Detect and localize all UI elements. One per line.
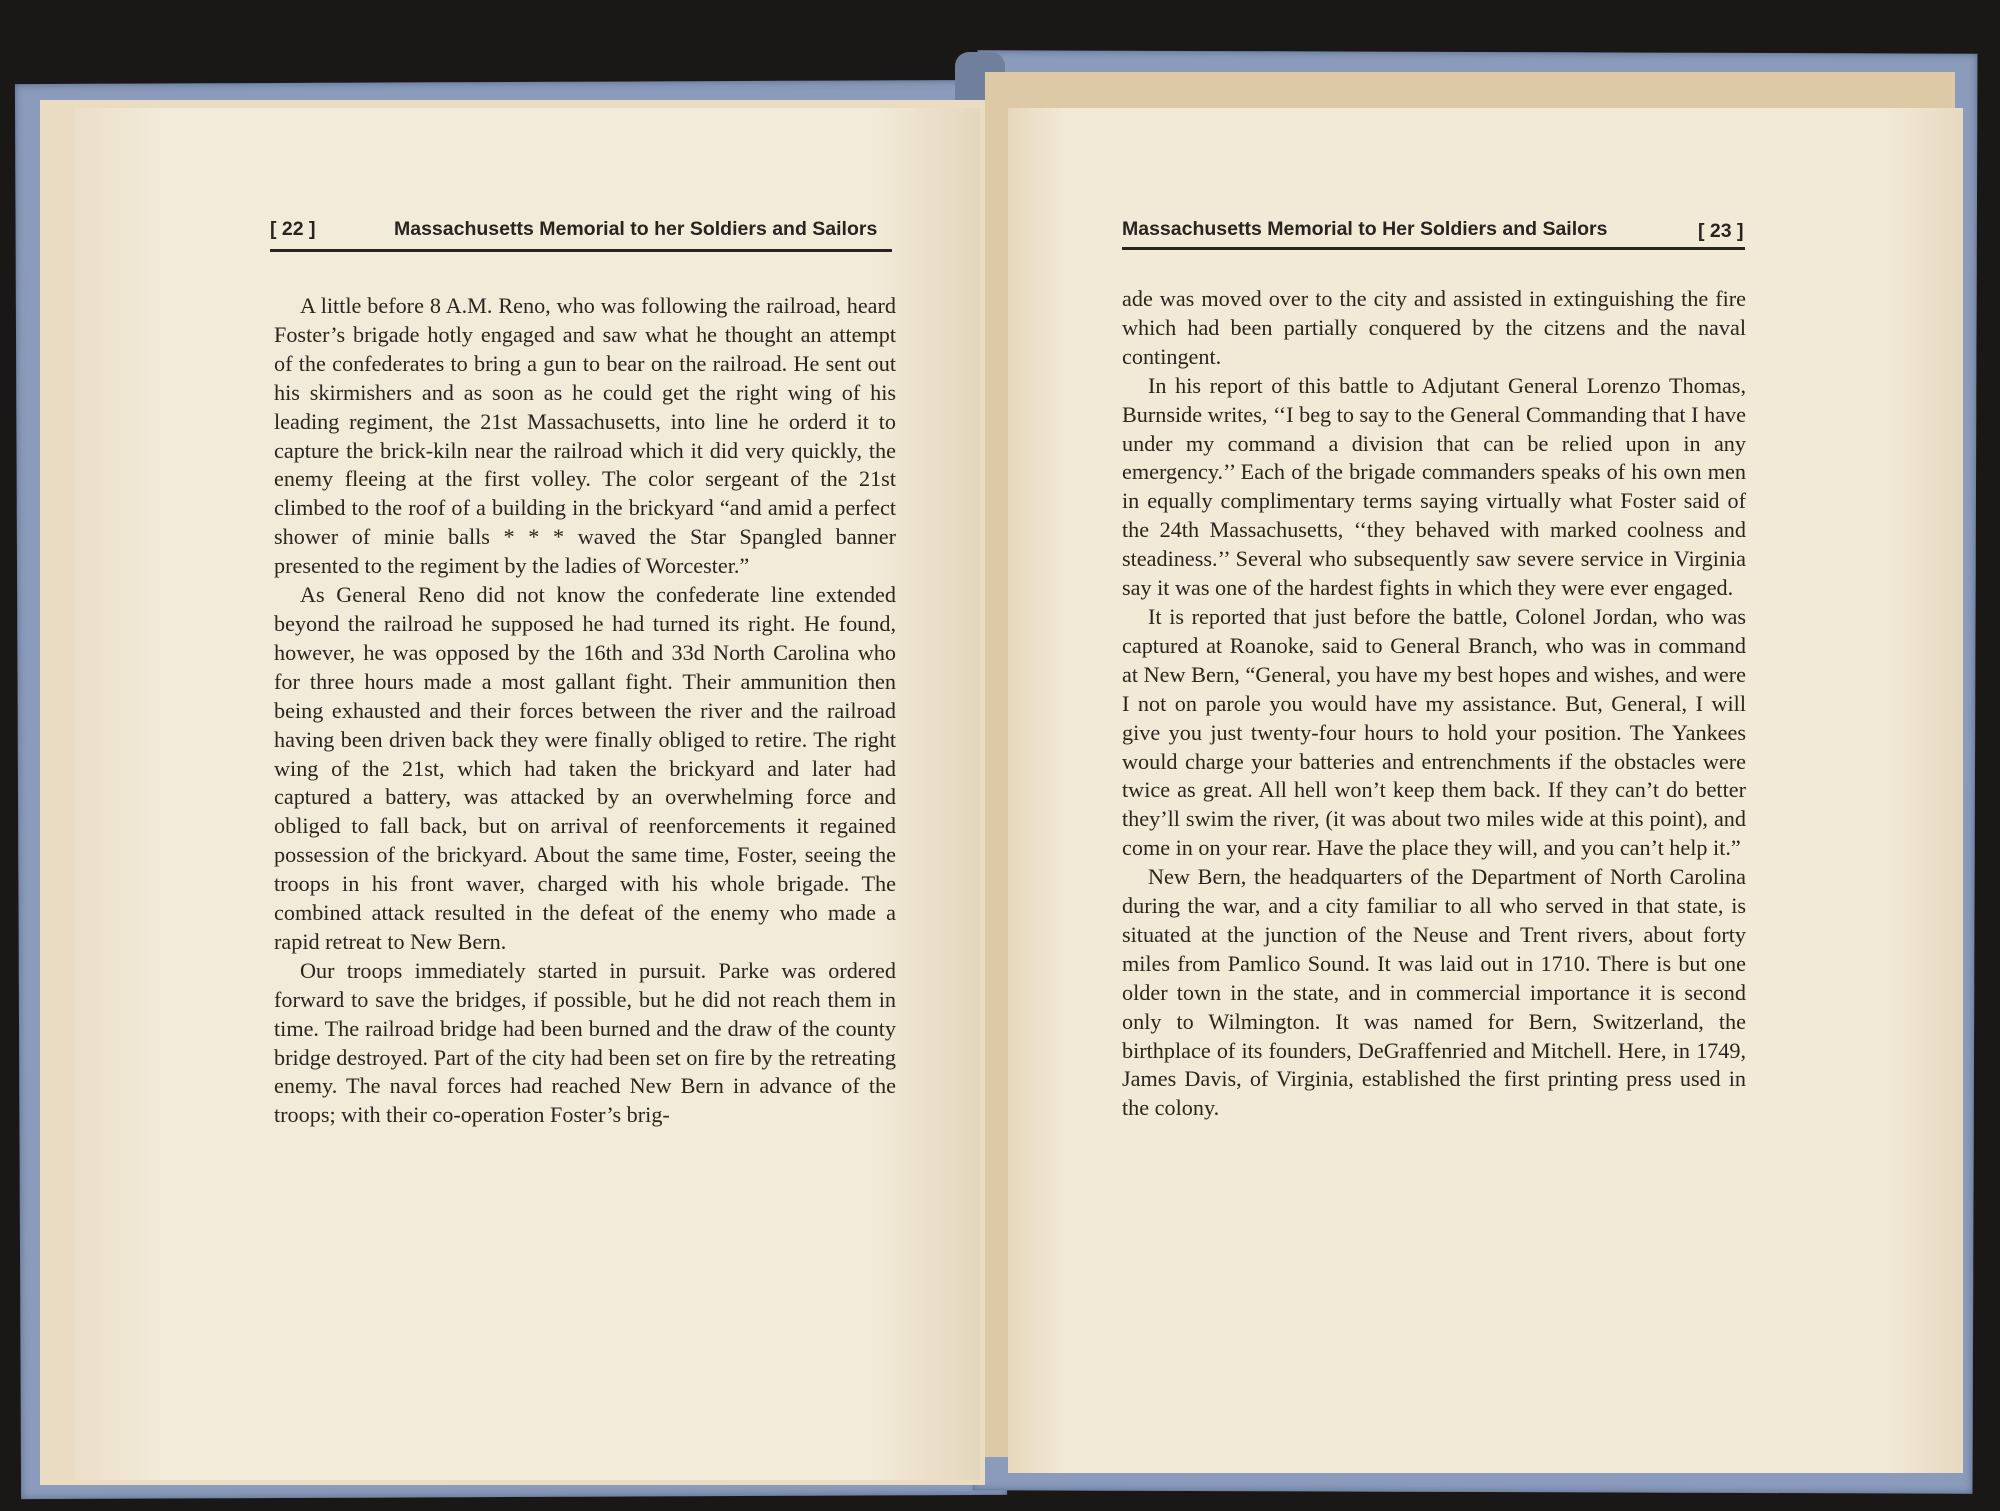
left-running-title: Massachusetts Memorial to her Soldiers and Sailors <box>394 218 878 240</box>
right-page-body <box>1122 285 1746 1123</box>
right-header-rule <box>1122 247 1745 250</box>
left-page-body <box>274 292 896 1130</box>
left-page-number: [ 22 ] <box>270 218 316 240</box>
left-paragraph-2: As General Reno did not know the confederate line extended beyond the railroad he supposed he had turned its right. He found, however, he was opposed by the 16th and 33d North Carolina who for three hours made a most gallant fight. Their ammunition then being exhausted and their forces between the river and the railroad having been driven back they were finally obliged to retire. The right wing of the 21st, which had taken the brickyard and later had captured a battery, was attacked by an overwhelming force and obliged to fall back, but on arrival of reenforcements it regained possession of the brickyard. About the same time, Foster, seeing the troops in his front waver, charged with his whole brigade. The combined attack resulted in the defeat of the enemy who made a rapid retreat to New Bern. <box>274 582 896 954</box>
right-page-number: [ 23 ] <box>1698 220 1744 242</box>
left-paragraph-3: Our troops immediately started in pursuit. Parke was ordered forward to save the bridges, if possible, but he did not reach them in time. The railroad bridge had been burned and the draw of the county bridge destroyed. Part of the city had been set on fire by the retreating enemy. The naval forces had reached New Bern in advance of the troops; with their co-operation Foster’s brig- <box>274 957 896 1128</box>
right-paragraph-4: New Bern, the headquarters of the Department of North Carolina during the war, and a city familiar to all who served in that state, is situated at the junction of the Neuse and Trent rivers, about forty miles from Pamlico Sound. It was laid out in 1710. There is but one older town in the state, and in commercial importance it is second only to Wilmington. It was named for Bern, Switzerland, the birthplace of its founders, DeGraffenried and Mitchell. Here, in 1749, James Davis, of Virginia, established the first printing press used in the colony. <box>1122 864 1746 1121</box>
right-paragraph-3: It is reported that just before the battle, Colonel Jordan, who was captured at Roanoke, said to General Branch, who was in command at New Bern, “General, you have my best hopes and wishes, and were I not on parole you would have my assistance. But, General, I will give you just twenty-four hours to hold your position. The Yankees would charge your batteries and entrenchments if the obstacles were twice as great. All hell won’t keep them back. If they can’t do better they’ll swim the river, (it was about two miles wide at this point), and come in on your rear. Have the place they will, and you can’t help it.” <box>1122 603 1746 861</box>
right-paragraph-1: ade was moved over to the city and assisted in extinguishing the fire which had been partially conquered by the citzens and the naval contingent. <box>1122 286 1746 369</box>
right-paragraph-2: In his report of this battle to Adjutant General Lorenzo Thomas, Burnside writes, ‘‘I beg to say to the General Commanding that I have under my command a division that can be relied upon in any emergency.’’ Each of the brigade commanders speaks of his own men in equally complimentary terms saying virtually what Foster said of the 24th Massachusetts, ‘‘they behaved with marked coolness and steadiness.’’ Several who subsequently saw severe service in Virginia say it was one of the hardest fights in which they were ever engaged. <box>1122 372 1746 601</box>
right-running-title: Massachusetts Memorial to Her Soldiers and Sailors <box>1122 218 1608 240</box>
left-header-rule <box>270 249 892 252</box>
left-paragraph-1: A little before 8 A.M. Reno, who was following the railroad, heard Foster’s brigade hotly engaged and saw what he thought an attempt of the confederates to bring a gun to bear on the railroad. He sent out his skirmishers and as soon as he could get the right wing of his leading regiment, the 21st Massachusetts, into line he orderd it to capture the brick-kiln near the railroad which it did very quickly, the enemy fleeing at the first volley. The color sergeant of the 21st climbed to the roof of a building in the brickyard “and amid a perfect shower of minie balls * * * waved the Star Spangled banner presented to the regiment by the ladies of Worcester.” <box>274 293 896 579</box>
